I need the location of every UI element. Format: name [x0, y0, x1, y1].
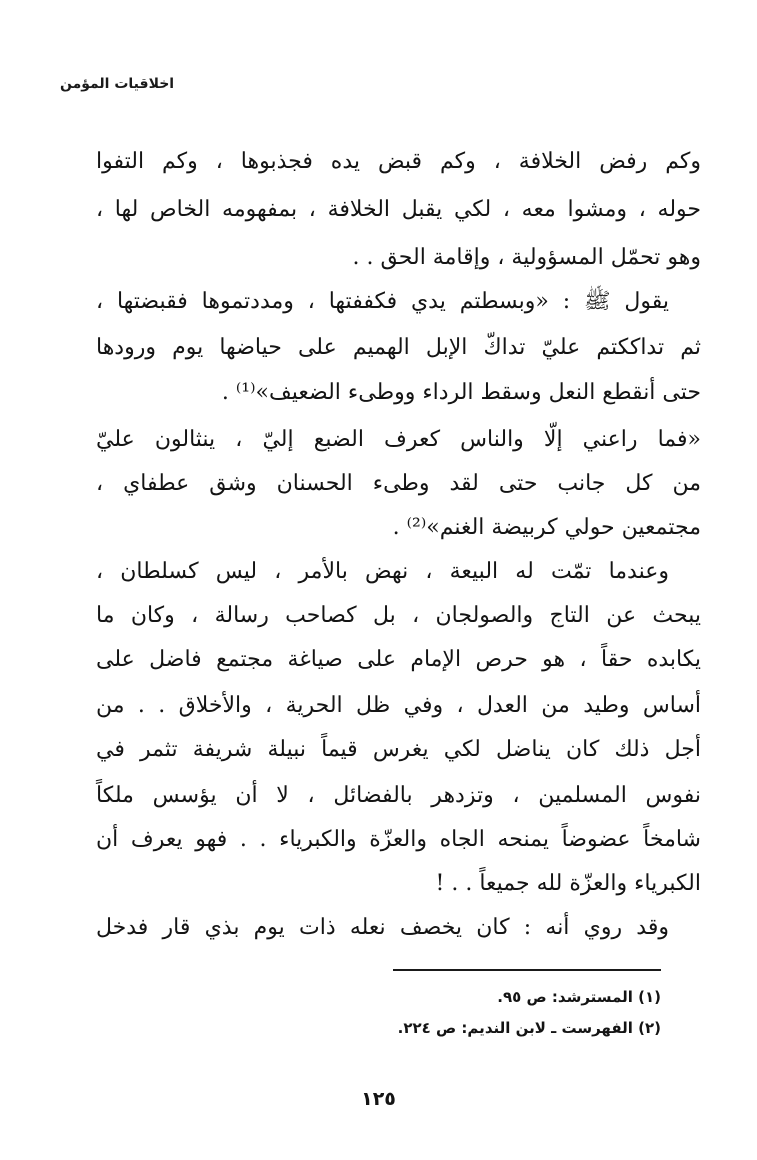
text-line: حتى أنقطع النعل وسقط الرداء ووطىء الضعيف»⁽¹⁾ . [221, 380, 701, 405]
text-line: يبحث عن التاج والصولجان ، بل كصاحب رسالة ، وكان ما [96, 603, 701, 628]
text-line: أجل ذلك كان يناضل لكي يغرس قيماً نبيلة شريفة تثمر في [96, 737, 701, 762]
text-line: حوله ، ومشوا معه ، لكي يقبل الخلافة ، بمفهومه الخاص لها ، [96, 197, 701, 222]
footnote: (٢) الفهرست ـ لابن النديم: ص ٢٢٤. [397, 1019, 661, 1037]
text-line: شامخاً عضوضاً يمنحه الجاه والعزّة والكبرياء . . فهو يعرف أن [96, 827, 701, 852]
text-line: ثم تداككتم عليّ تداكّ الإبل الهميم على حياضها يوم ورودها [96, 335, 701, 360]
text-line: وكم رفض الخلافة ، وكم قبض يده فجذبوها ، وكم التفوا [96, 149, 701, 174]
running-header: اخلاقيات المؤمن [60, 76, 175, 92]
text-line: وعندما تمّت له البيعة ، نهض بالأمر ، ليس كسلطان ، [96, 559, 669, 584]
text-line: الكبرياء والعزّة لله جميعاً . . ! [435, 871, 701, 896]
text-line: يقول ﷺ : «وبسطتم يدي فكففتها ، ومددتموها فقبضتها ، [96, 289, 669, 314]
text-line: وهو تحمّل المسؤولية ، وإقامة الحق . . [352, 245, 701, 270]
text-line: أساس وطيد من العدل ، وفي ظل الحرية ، والأخلاق . . من [96, 693, 701, 718]
footnote: (١) المسترشد: ص ٩٥. [497, 988, 661, 1006]
footnote-separator [393, 969, 661, 971]
text-line: مجتمعين حولي كربيضة الغنم»⁽²⁾ . [392, 515, 701, 540]
text-line: من كل جانب حتى لقد وطىء الحسنان وشق عطفاي ، [96, 471, 701, 496]
text-line: يكابده حقاً ، هو حرص الإمام على صياغة مجتمع فاضل على [96, 647, 701, 672]
text-line: نفوس المسلمين ، وتزدهر بالفضائل ، لا أن يؤسس ملكاً [96, 783, 701, 808]
text-line: وقد روي أنه : كان يخصف نعله ذات يوم بذي قار فدخل [96, 915, 669, 940]
page-number: ١٢٥ [361, 1088, 396, 1110]
text-line: «فما راعني إلّا والناس كعرف الضبع إليّ ، ينثالون عليّ [96, 427, 701, 452]
